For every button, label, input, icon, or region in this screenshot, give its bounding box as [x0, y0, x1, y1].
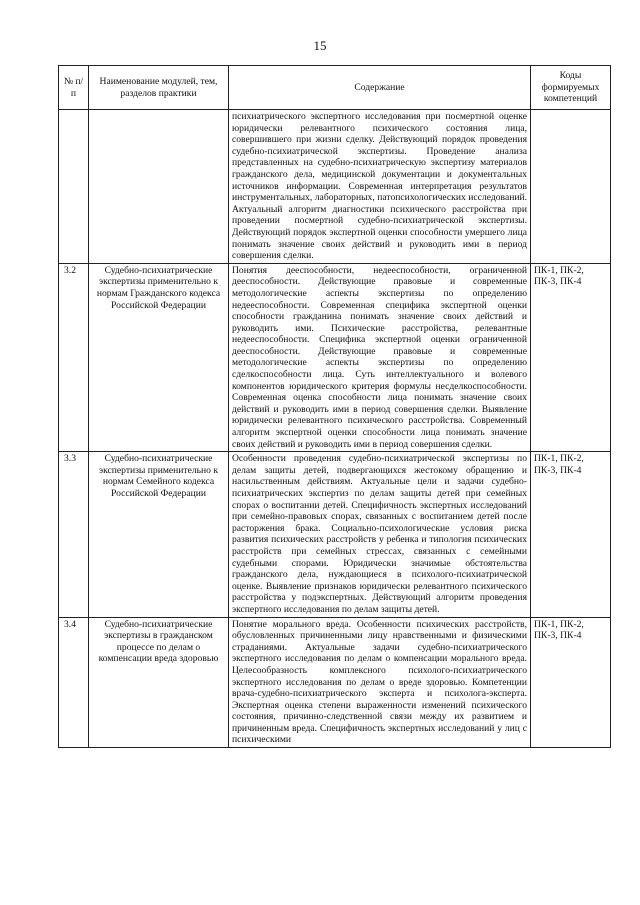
row-num: 3.4: [59, 617, 89, 748]
table-row: [59, 263, 611, 452]
table-row: [59, 452, 611, 617]
row-content: Понятия дееспособности, недееспособности, ограниченной дееспособности. Действующие правовые и современные методологические аспекты экспертизы по определению недееспособности. Современная специфика экспертной оценки способности гражданина понимать значение своих действий и руководить ими. Психические расстройства, релевантные недееспособности. Специфика экспертной оценки ограниченной дееспособности. Действующие правовые и современные методологические аспекты экспертизы по определению сделкоспособности лица. Суть интеллектуального и волевого компонентов юридического критерия формулы несделкоспособности. Современная оценка способности лица понимать значение своих действий и руководить ими в период совершения сделки. Выявление юридически релевантного психического расстройства. Современный алгоритм экспертной оценки способности лица понимать значение своих действий и руководить ими в период совершения сделки.: [229, 263, 531, 452]
page-number: 15: [313, 38, 327, 53]
row-num: 3.3: [59, 452, 89, 617]
row-name: Судебно-психиатрические экспертизы применительно к нормам Семейного кодекса Российской Федерации: [89, 452, 229, 617]
header-name: Наименование модулей, тем, разделов практики: [89, 66, 229, 110]
header-codes: Коды формируемых компетенций: [531, 66, 611, 110]
row-content: Особенности проведения судебно-психиатрической экспертизы по делам защиты детей, подвергающихся жестокому обращению и насильственным действиям. Актуальные цели и задачи судебно-психиатрических экспертиз по делам защиты детей при семейных спорах о воспитании детей. Специфичность экспертных исследований при семейно-правовых спорах, связанных с воспитанием детей после расторжения брака. Социально-психологические условия риска развития психических расстройств у ребенка и типология психических расстройств при семейных стрессах, связанных с семейными судебными спорами. Юридически значимые обстоятельства гражданского дела, нуждающиеся в психолого-психиатрической оценке. Выявление признаков юридически релевантного психического расстройства у подэкспертных. Действующий алгоритм проведения экспертного исследования по делам защиты детей.: [229, 452, 531, 617]
table-header-row: [59, 66, 611, 110]
table-row: [59, 110, 611, 264]
row-num: 3.2: [59, 263, 89, 452]
row-codes: [531, 110, 611, 264]
table-row: [59, 617, 611, 748]
header-content: Содержание: [229, 66, 531, 110]
row-num: [59, 110, 89, 264]
row-name: Судебно-психиатрические экспертизы применительно к нормам Гражданского кодекса Российской Федерации: [89, 263, 229, 452]
row-codes: ПК-1, ПК-2, ПК-3, ПК-4: [531, 452, 611, 617]
row-codes: ПК-1, ПК-2, ПК-3, ПК-4: [531, 263, 611, 452]
row-name: Судебно-психиатрические экспертизы в гражданском процессе по делам о компенсации вреда здоровью: [89, 617, 229, 748]
header-num: № п/п: [59, 66, 89, 110]
row-content: психиатрического экспертного исследования при посмертной оценке юридически релевантного психического состояния лица, совершившего при жизни сделку. Действующий порядок проведения судебно-психиатрической экспертизы. Проведение анализа представленных на судебно-психиатрическую экспертизу материалов гражданского дела, медицинской документации и документальных источников информации. Современная интерпретация результатов инструментальных, лабораторных, патопсихологических исследований. Актуальный алгоритм диагностики психического расстройства при проведении посмертной судебно-психиатрической экспертизы. Действующий порядок экспертной оценки способности умершего лица понимать значение своих действий и руководить ими в период совершения сделки.: [229, 110, 531, 264]
row-name: [89, 110, 229, 264]
curriculum-table: [58, 65, 611, 748]
row-content: Понятие морального вреда. Особенности психических расстройств, обусловленных причиненными лицу нравственными и физическими страданиями. Актуальные задачи судебно-психиатрического экспертного исследования по делам о компенсации морального вреда. Целесообразность комплексного психолого-психиатрического экспертного исследования по делам о вреде здоровью. Компетенции врача-судебно-психиатрического эксперта и психолога-эксперта. Экспертная оценка степени выраженности изменений психического состояния, причинно-следственной связи между их развитием и причиненным вреда. Специфичность экспертных исследований у лиц с психическими: [229, 617, 531, 748]
row-codes: ПК-1, ПК-2, ПК-3, ПК-4: [531, 617, 611, 748]
